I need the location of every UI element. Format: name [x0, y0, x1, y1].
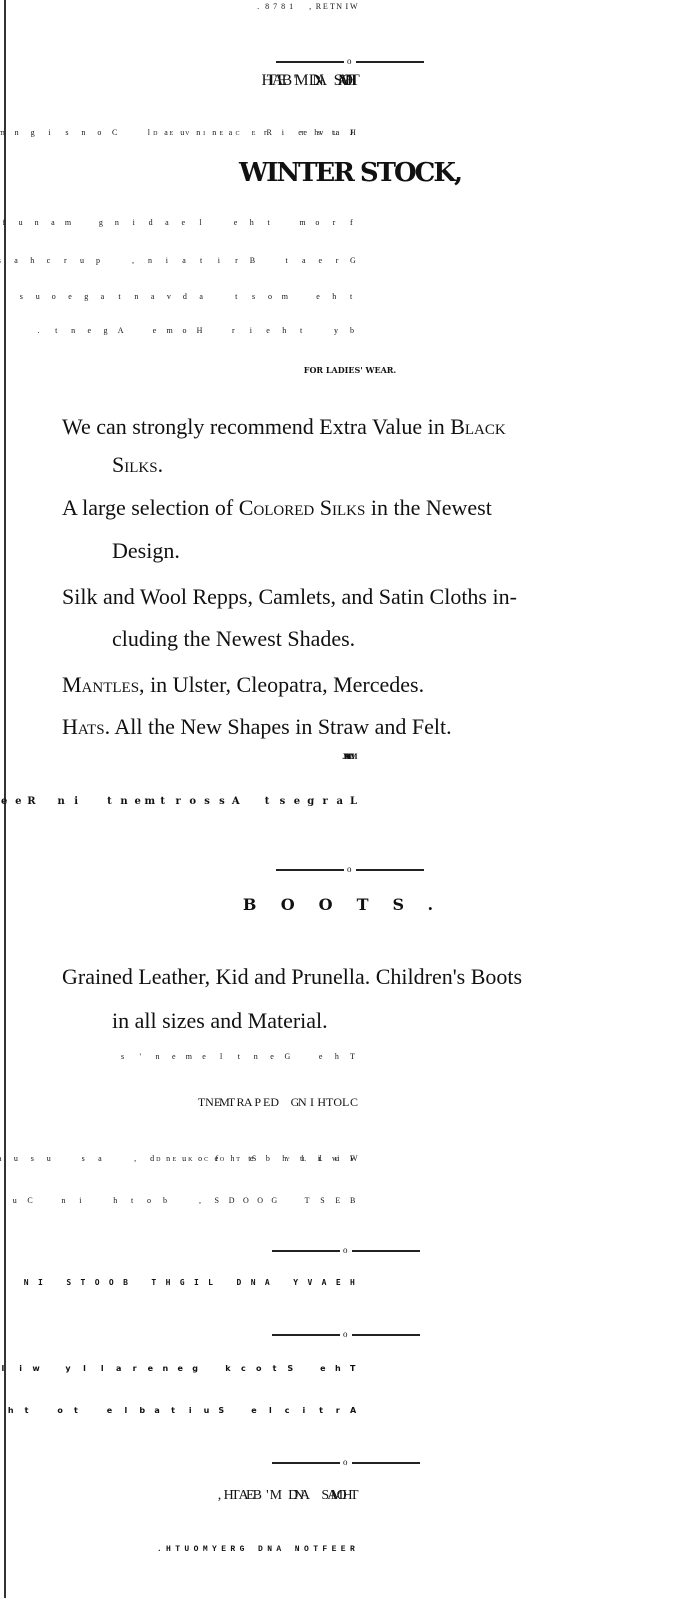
intro-line: [0, 256, 700, 265]
gentlemen-line: [0, 1052, 700, 1061]
ladies-item: Hats. All the New Shapes in Straw and Felt.: [62, 714, 452, 739]
ladies-wear-heading: FOR LADIES' WEAR.: [303, 365, 397, 375]
heavy-boots-line: [0, 1278, 700, 1287]
ladies-item: A large selection of Colored Silks in the Newest: [62, 495, 492, 520]
footer-firm-name: [0, 1488, 700, 1504]
stock-line: [0, 1406, 700, 1415]
boots-heading: BOOTS.: [242, 895, 458, 914]
ladies-item-cont: Silks.: [112, 452, 164, 477]
intro-line: [0, 218, 700, 227]
ladies-item-cont: Design.: [112, 538, 180, 563]
clothing-line: [0, 1196, 700, 1205]
received-line: [0, 128, 700, 137]
boots-line: Grained Leather, Kid and Prunella. Children's Boots: [62, 964, 523, 989]
millinery-heading: [0, 752, 700, 761]
intro-line: [0, 326, 700, 335]
clothing-line: [0, 1154, 700, 1163]
stock-line: [0, 1364, 700, 1373]
divider: o: [0, 1246, 700, 1256]
ladies-item-cont: cluding the Newest Shades.: [112, 626, 356, 651]
divider: o: [0, 57, 700, 67]
boots-line: in all sizes and Material.: [112, 1008, 328, 1033]
largest-assortment-heading: [0, 796, 700, 807]
intro-line: [0, 292, 700, 301]
clothing-department-heading: [0, 1095, 700, 1110]
ladies-item: Silk and Wool Repps, Camlets, and Satin Cloths in-: [62, 584, 517, 609]
divider: o: [0, 1330, 700, 1340]
ladies-item: We can strongly recommend Extra Value in Black: [62, 414, 506, 439]
firm-name-heading: [0, 72, 700, 90]
footer-towns: [0, 1545, 700, 1554]
ladies-item: Mantles, in Ulster, Cleopatra, Mercedes.: [62, 672, 425, 697]
winter-stock-heading: WINTER STOCK,: [238, 158, 462, 188]
divider: o: [0, 865, 700, 875]
divider: o: [0, 1458, 700, 1468]
season-title: [0, 2, 700, 11]
